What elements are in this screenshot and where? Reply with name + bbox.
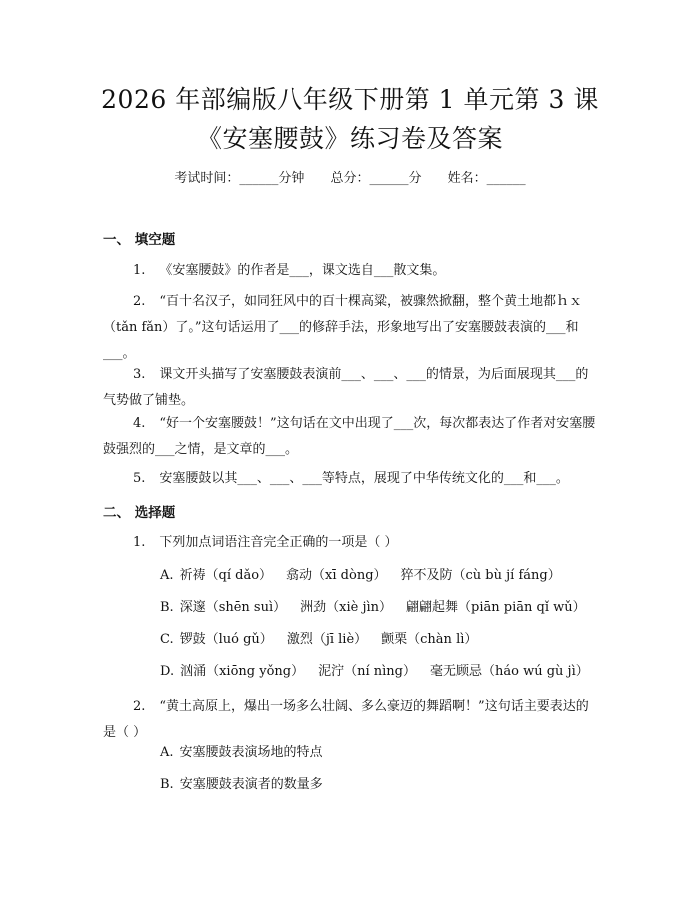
question-text: “黄土高原上，爆出一场多么壮阔、多么豪迈的舞蹈啊！”这句话主要表达的是（ ） [103, 699, 589, 740]
option-label: A. [160, 568, 174, 583]
option-word: 锣鼓（luó gǔ） [179, 632, 273, 647]
question-text: 安塞腰鼓以其___、___、___等特点，展现了中华传统文化的___和___。 [159, 471, 569, 486]
question-text: 下列加点词语注音完全正确的一项是（ ） [159, 535, 398, 550]
option-label: A. [160, 745, 174, 760]
option-word: 祈祷（qí dǎo） [179, 568, 273, 583]
option-word: 颤栗（chàn lì） [381, 632, 478, 647]
option-word: 洲劲（xiè jìn） [300, 600, 393, 615]
option-label: C. [160, 632, 174, 647]
question-number: 4. [133, 416, 146, 431]
page-title-line2: 《安塞腰鼓》练习卷及答案 [196, 124, 503, 153]
option-word: 激烈（jī liè） [286, 632, 368, 647]
question-item [103, 362, 597, 414]
question-number: 3. [133, 367, 146, 382]
choice-option [160, 566, 575, 586]
question-text: “好一个安塞腰鼓！”这句话在文中出现了___次，每次都表达了作者对安塞腰鼓强烈的___之情，是文章的___。 [103, 416, 596, 457]
page-title-line1: 2026 年部编版八年级下册第 1 单元第 3 课 [101, 85, 599, 114]
section-heading-multiple-choice: 二、 选择题 [103, 505, 176, 521]
exam-info [0, 169, 700, 189]
question-item [103, 530, 597, 556]
choice-option [160, 630, 491, 650]
question-item [103, 411, 597, 463]
question-text: “百十名汉子，如同狂风中的百十棵高粱，被骤然掀翻，整个黄土地都ｈｘ（tǎn fǎn）了。”这句话运用了___的修辞手法，形象地写出了安塞腰鼓表演的___和___。 [103, 294, 583, 361]
question-number: 2. [133, 699, 146, 714]
question-text: 课文开头描写了安塞腰鼓表演前___、___、___的情景，为后面展现其___的气势做了铺垫。 [103, 367, 589, 408]
question-text: 《安塞腰鼓》的作者是___，课文选自___散文集。 [159, 263, 446, 278]
section-heading-fill-blank: 一、 填空题 [103, 232, 176, 248]
question-item [103, 694, 597, 746]
exam-time: 考试时间：______分钟 [174, 171, 305, 186]
question-number: 2. [133, 294, 146, 309]
option-word: 翕动（xī dòng） [286, 568, 387, 583]
option-word: 泥泞（ní nìng） [318, 664, 416, 679]
option-word: 猝不及防（cù bù jí fáng） [400, 568, 561, 583]
student-name: 姓名：______ [447, 171, 526, 186]
option-word: 翩翩起舞（piān piān qǐ wǔ） [406, 600, 586, 615]
choice-option [160, 662, 603, 682]
option-text: 安塞腰鼓表演场地的特点 [179, 745, 323, 760]
option-text: 安塞腰鼓表演者的数量多 [179, 777, 323, 792]
option-label: D. [160, 664, 175, 679]
option-word: 汹涌（xiōng yǒng） [180, 664, 305, 679]
question-number: 5. [133, 471, 146, 486]
question-item [103, 258, 597, 284]
question-item [103, 466, 597, 492]
question-item [103, 289, 597, 367]
option-label: B. [160, 777, 174, 792]
question-number: 1. [133, 263, 146, 278]
option-label: B. [160, 600, 174, 615]
option-word: 深邃（shēn suì） [179, 600, 287, 615]
total-score: 总分：______分 [330, 171, 422, 186]
choice-option [160, 743, 323, 763]
question-number: 1. [133, 535, 146, 550]
choice-option [160, 598, 600, 618]
option-word: 毫无顾忌（háo wú gù jì） [430, 664, 589, 679]
choice-option [160, 775, 323, 795]
